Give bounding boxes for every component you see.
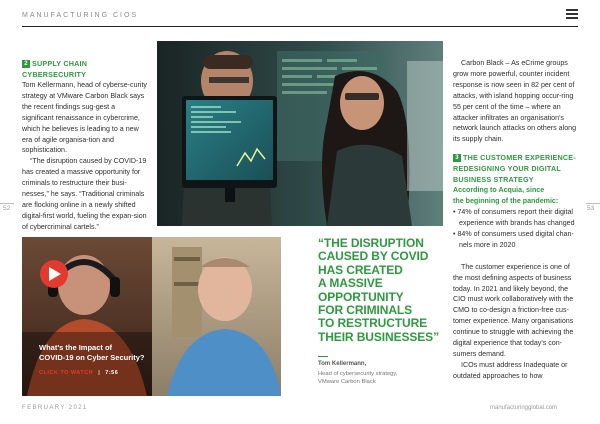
office-photo-illustration	[157, 41, 443, 226]
left-edge-rule	[0, 203, 14, 204]
section-title-line: BUSINESS STRATEGY	[453, 175, 534, 185]
hero-photo-monitor	[157, 41, 443, 226]
paragraph: Carbon Black – As eCrime groups grow more powerful, counter incident response is now seen in 82 per cent of attacks, with island hopping occur-ring 55 per cent of the time – where an attacker infiltrates an organisation's network launch attacks on others along its supply chain.	[453, 59, 577, 144]
page-number-right: 53	[587, 205, 595, 212]
video-title-line: COVID-19 on Cyber Security?	[39, 353, 145, 362]
right-edge-rule	[586, 203, 600, 204]
video-title-line: What's the Impact of	[39, 343, 113, 352]
list-item: • 84% of consumers used digital chan-nels more in 2020	[453, 229, 574, 249]
paragraph: ICOs must address Inadequate or outdated approaches to how	[453, 360, 568, 380]
role-line: Head of cybersecurity strategy,	[318, 371, 398, 377]
quote-author-role	[318, 370, 397, 386]
lead-in	[453, 185, 580, 207]
header-divider	[22, 26, 578, 27]
paragraph: The customer experience is one of the most defining aspects of business today. In 2021 and likely beyond, the CIO must work collaboratively with the CMO to co-design a friction-free cus-tomer experience. Many organisations continue to struggle with achieving the digital experience that today's con-sumers demand.	[453, 262, 574, 358]
section-heading-supply-chain	[22, 58, 148, 80]
cta-separator: |	[98, 370, 101, 376]
video-thumbnail[interactable]	[22, 237, 281, 396]
quote-line: FOR CRIMINALS	[318, 303, 413, 318]
click-to-watch-link[interactable]: CLICK TO WATCH	[39, 370, 94, 376]
quote-divider	[318, 356, 328, 357]
lead-line: According to Acquia, since	[453, 186, 545, 195]
video-duration: 7:56	[105, 370, 119, 376]
quote-line: HAS CREATED	[318, 262, 403, 277]
quote-author-name: Tom Kellermann,	[318, 361, 367, 367]
footer-website-link[interactable]: manufacturingglobal.com	[490, 405, 558, 411]
role-line: VMware Carbon Black	[318, 379, 376, 385]
section-heading-customer-experience	[453, 152, 580, 185]
list-item: • 74% of consumers report their digital experience with brands has changed	[453, 208, 575, 227]
section-number-badge: 3	[453, 154, 461, 162]
section-title-line: REDESIGNING YOUR DIGITAL	[453, 164, 561, 174]
right-column	[453, 58, 580, 382]
magazine-section-title: MANUFACTURING CIOS	[22, 12, 139, 19]
quote-line: OPPORTUNITY	[318, 289, 404, 304]
video-cta-row[interactable]	[39, 370, 118, 376]
section-title: SUPPLY CHAIN CYBERSECURITY	[22, 59, 88, 79]
section-number-badge: 2	[22, 60, 30, 68]
section-title-line: THE CUSTOMER EXPERIENCE-	[463, 153, 576, 163]
pull-quote	[318, 237, 440, 344]
quote-line: “THE DISRUPTION	[318, 236, 424, 250]
quote-line: A MASSIVE	[318, 276, 383, 291]
left-column	[22, 58, 148, 233]
lead-line: the beginning of the pandemic:	[453, 197, 559, 206]
quote-line: CAUSED BY COVID	[318, 249, 429, 264]
quote-line: THEIR BUSINESSES”	[318, 329, 439, 344]
quote-line: TO RESTRUCTURE	[318, 316, 428, 331]
video-title	[39, 343, 144, 363]
bullet-list	[453, 207, 580, 251]
hamburger-menu-icon[interactable]	[566, 9, 578, 20]
paragraph: Tom Kellermann, head of cyberse-curity strategy at VMware Carbon Black says the recent findings sug-gest a significant renaissance in cybercrime, which he believes is leading to a new era of agile organisa-tion and sophistication.	[22, 81, 147, 155]
paragraph: “The disruption caused by COVID-19 has created a massive opportunity for criminals to restructure their busi-nesses,” he says. “Traditional criminals are flocking online in a newly shifted digital-first world, fueling the expan-sion of cybercriminal cartels.”	[22, 157, 147, 231]
footer-date: FEBRUARY 2021	[22, 405, 88, 411]
page-number-left: 52	[3, 205, 11, 212]
